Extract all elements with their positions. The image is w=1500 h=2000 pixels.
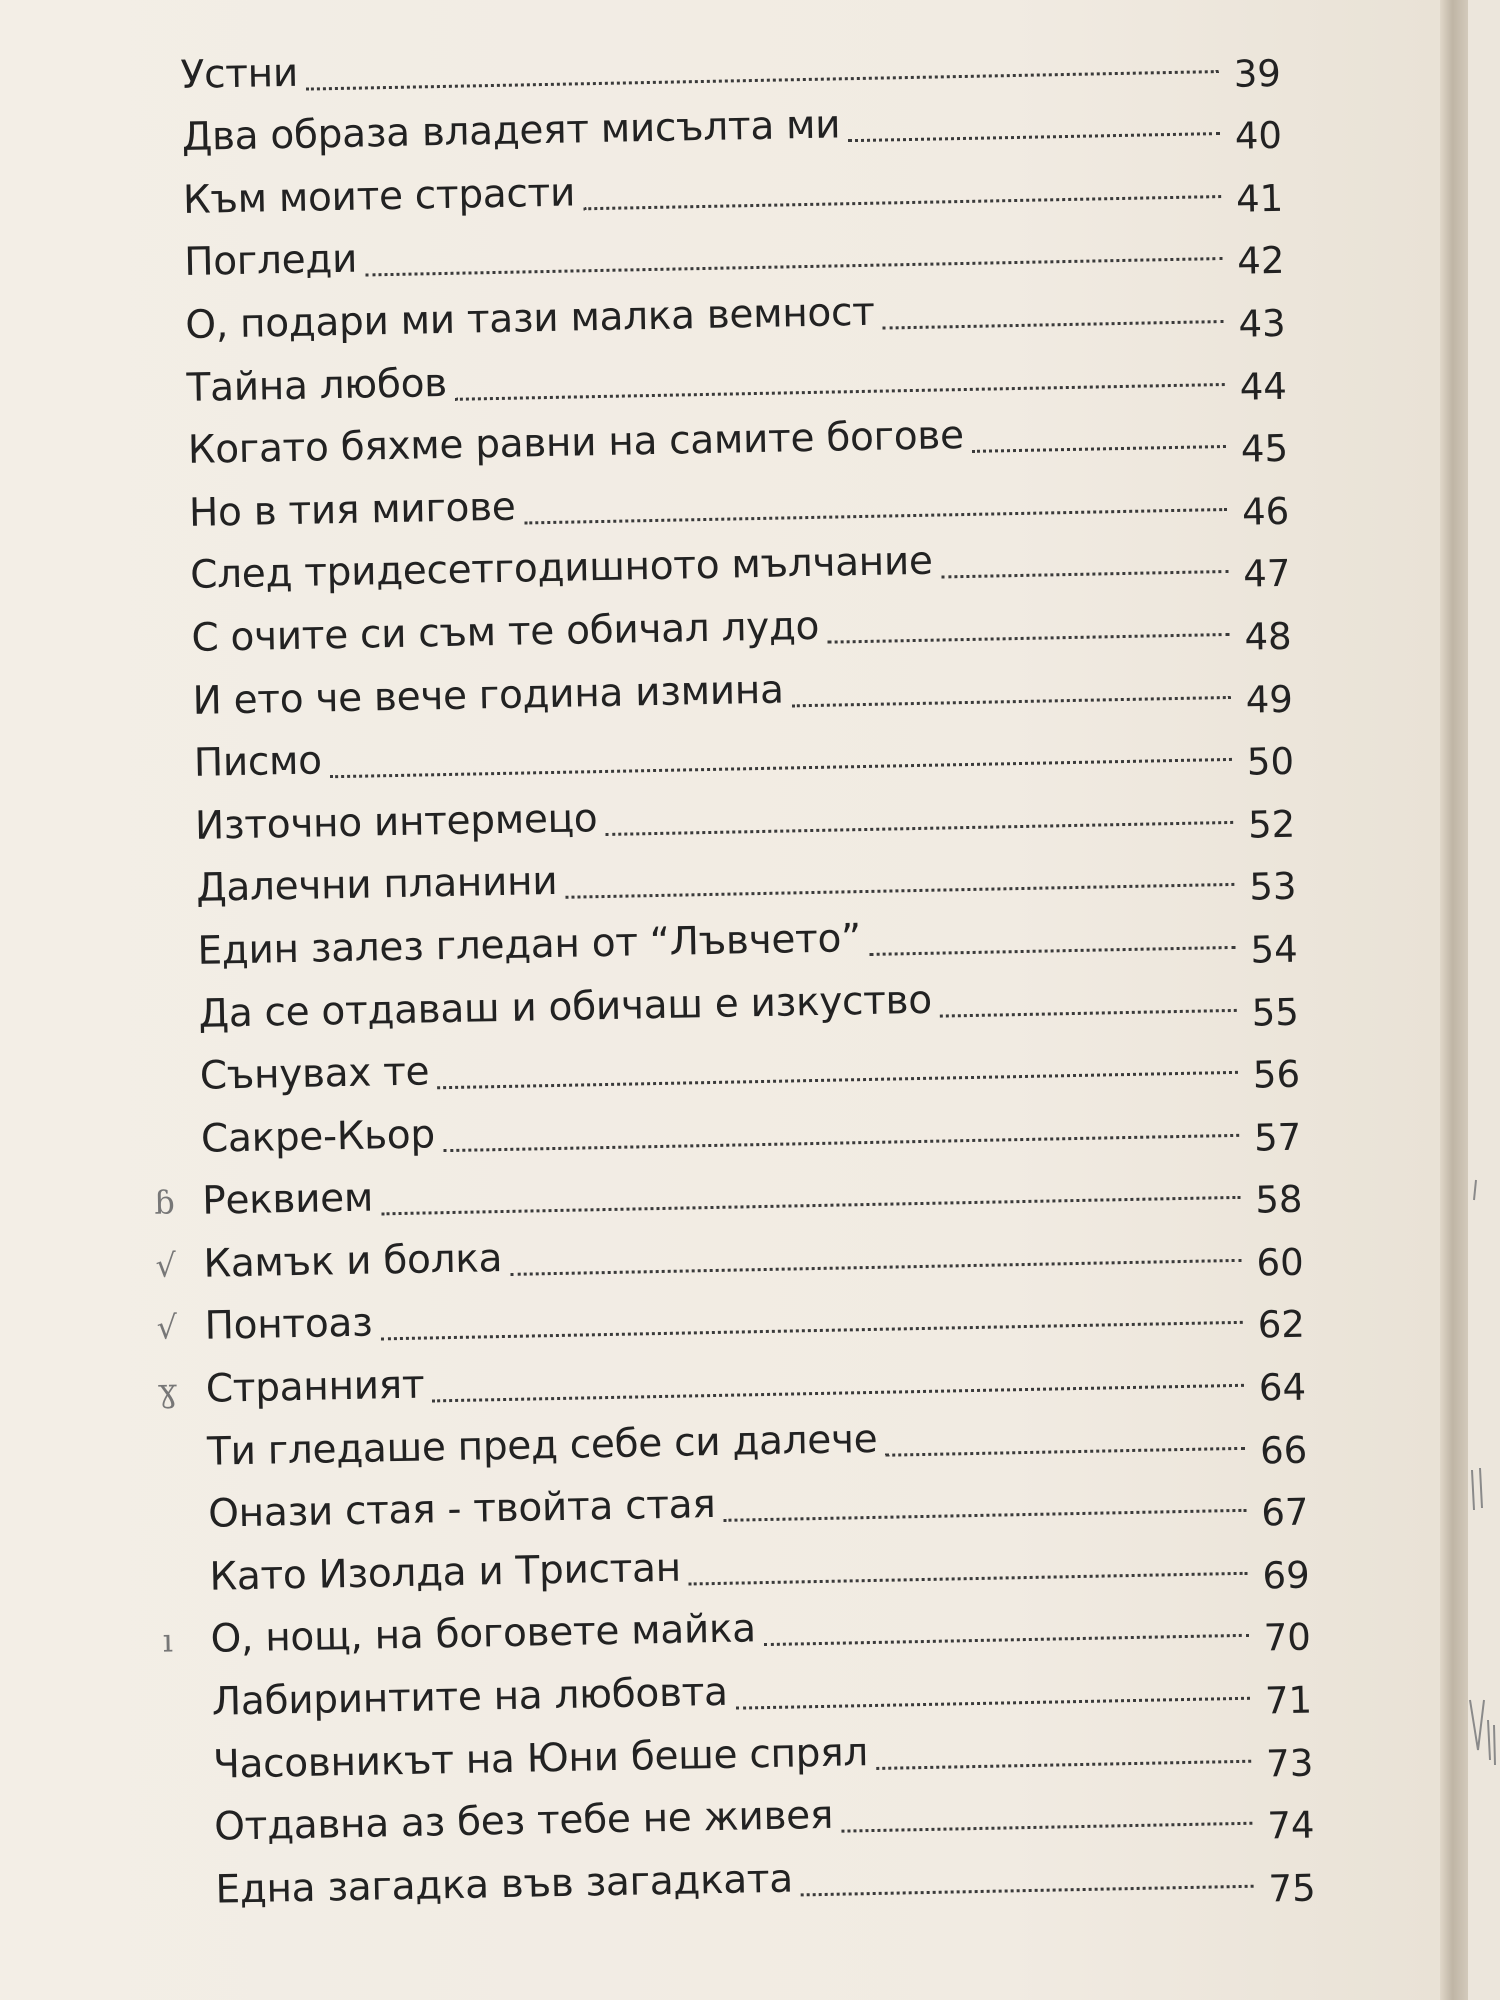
dot-leader [689, 1572, 1248, 1586]
toc-entry-page: 64 [1258, 1365, 1307, 1410]
dot-leader [886, 1446, 1246, 1456]
toc-entry-page: 56 [1252, 1052, 1301, 1097]
toc-entry-page: 62 [1257, 1303, 1306, 1348]
toc-entry-page: 44 [1239, 364, 1288, 409]
toc-entry-title: Писмо [193, 738, 323, 786]
pencil-check-mark: ɓ [153, 1183, 176, 1222]
toc-entry-title: С очите си съм те обичал лудо [191, 603, 820, 661]
dot-leader [876, 1759, 1251, 1769]
dot-leader [510, 1259, 1241, 1276]
toc-entry-page: 71 [1264, 1678, 1313, 1723]
dot-leader [524, 508, 1227, 525]
toc-entry-title: Към моите страсти [182, 170, 576, 223]
table-of-contents [153, 21, 1317, 1920]
toc-entry-page: 74 [1266, 1803, 1315, 1848]
toc-entry-page: 67 [1260, 1490, 1309, 1535]
toc-entry-title: О, нощ, на боговете майка [210, 1606, 757, 1663]
dot-leader [455, 383, 1225, 401]
toc-entry-page: 47 [1242, 552, 1291, 597]
dot-leader [940, 1008, 1237, 1017]
toc-entry-title: Един залез гледан от “Лъвчето” [197, 916, 862, 974]
pencil-check-mark: ɣ [157, 1371, 178, 1410]
toc-entry-title: Часовникът на Юни беше спрял [212, 1729, 869, 1788]
toc-entry-title: След тридесетгодишното мълчание [189, 538, 934, 599]
toc-entry-title: Като Изолда и Тристан [209, 1545, 682, 1600]
dot-leader [827, 633, 1229, 644]
toc-entry-page: 60 [1256, 1240, 1305, 1285]
toc-entry-title: О, подари ми тази малка вемност [185, 289, 875, 348]
toc-entry-title: Източно интермецо [194, 795, 598, 849]
toc-entry-page: 48 [1244, 614, 1293, 659]
toc-entry-page: 66 [1259, 1428, 1308, 1473]
book-gutter [1440, 0, 1468, 2000]
toc-entry-title: Но в тия мигове [188, 484, 516, 536]
toc-entry-page: 46 [1241, 489, 1290, 534]
pencil-check-mark: √ [156, 1308, 178, 1348]
toc-entry-page: 39 [1233, 51, 1282, 96]
toc-entry-title: Далечни планини [195, 859, 558, 912]
toc-entry-title: Когато бяхме равни на самите богове [187, 413, 965, 474]
dot-leader [764, 1634, 1249, 1646]
toc-entry-page: 43 [1238, 301, 1287, 346]
toc-entry-title: Два образа владеят мисълта ми [181, 102, 841, 161]
dot-leader [883, 320, 1224, 330]
toc-entry-page: 57 [1253, 1115, 1302, 1160]
dot-leader [869, 946, 1235, 956]
toc-entry-title: Лабиринтите на любовта [211, 1669, 729, 1725]
toc-entry-page: 41 [1235, 176, 1284, 221]
pencil-check-mark: √ [155, 1246, 177, 1285]
toc-entry-title: Една загадка във загадката [215, 1856, 794, 1913]
toc-entry-page: 75 [1268, 1866, 1317, 1911]
dot-leader [606, 821, 1234, 836]
dot-leader [566, 883, 1235, 899]
toc-entry-page: 42 [1236, 239, 1285, 284]
toc-entry-title: И ето че вече година измина [192, 667, 784, 724]
toc-entry-title: Камък и болка [203, 1235, 503, 1287]
toc-entry-page: 70 [1263, 1616, 1312, 1660]
toc-entry-page: 53 [1248, 865, 1297, 909]
dot-leader [848, 132, 1220, 142]
toc-entry-page: 73 [1265, 1741, 1314, 1786]
dot-leader [433, 1384, 1244, 1403]
toc-entry-title: Устни [180, 50, 299, 98]
toc-entry-page: 45 [1240, 426, 1289, 471]
toc-entry-page: 50 [1246, 739, 1295, 784]
dot-leader [438, 1071, 1238, 1089]
toc-entry-page: 54 [1250, 927, 1299, 972]
dot-leader [841, 1822, 1252, 1833]
dot-leader [583, 195, 1221, 210]
toc-entry-page: 58 [1254, 1177, 1303, 1222]
toc-entry-title: Понтоаз [204, 1301, 373, 1350]
toc-entry-title: Да се отдаваш и обичаш е изкуство [198, 977, 933, 1037]
toc-entry-page: 69 [1262, 1553, 1311, 1598]
toc-entry-title: Погледи [183, 237, 358, 286]
dot-leader [792, 695, 1231, 706]
toc-entry-page: 55 [1251, 990, 1300, 1035]
toc-entry-title: Ти гледаше пред себе си далече [206, 1416, 878, 1475]
dot-leader [724, 1509, 1247, 1522]
toc-entry-title: Отдавна аз без тебе не живея [213, 1793, 834, 1850]
toc-entry-title: Тайна любов [186, 360, 448, 411]
toc-entry-title: Онази стая - твойта стая [207, 1482, 716, 1537]
dot-leader [941, 570, 1228, 579]
adjacent-page-pencil-marks [1468, 0, 1500, 2000]
toc-entry-title: Сънувах те [199, 1049, 430, 1099]
dot-leader [972, 445, 1226, 453]
pencil-check-mark: ı [162, 1621, 174, 1661]
toc-entry-page: 52 [1247, 802, 1296, 847]
dot-leader [736, 1697, 1250, 1710]
toc-entry-page: 40 [1234, 114, 1283, 158]
toc-entry-title: Странният [205, 1362, 425, 1412]
dot-leader [801, 1885, 1254, 1897]
toc-entry-page: 49 [1245, 677, 1294, 722]
dot-leader [443, 1134, 1239, 1152]
toc-entry-title: Сакре-Кьор [200, 1112, 436, 1162]
toc-entry-title: Реквием [201, 1175, 374, 1225]
